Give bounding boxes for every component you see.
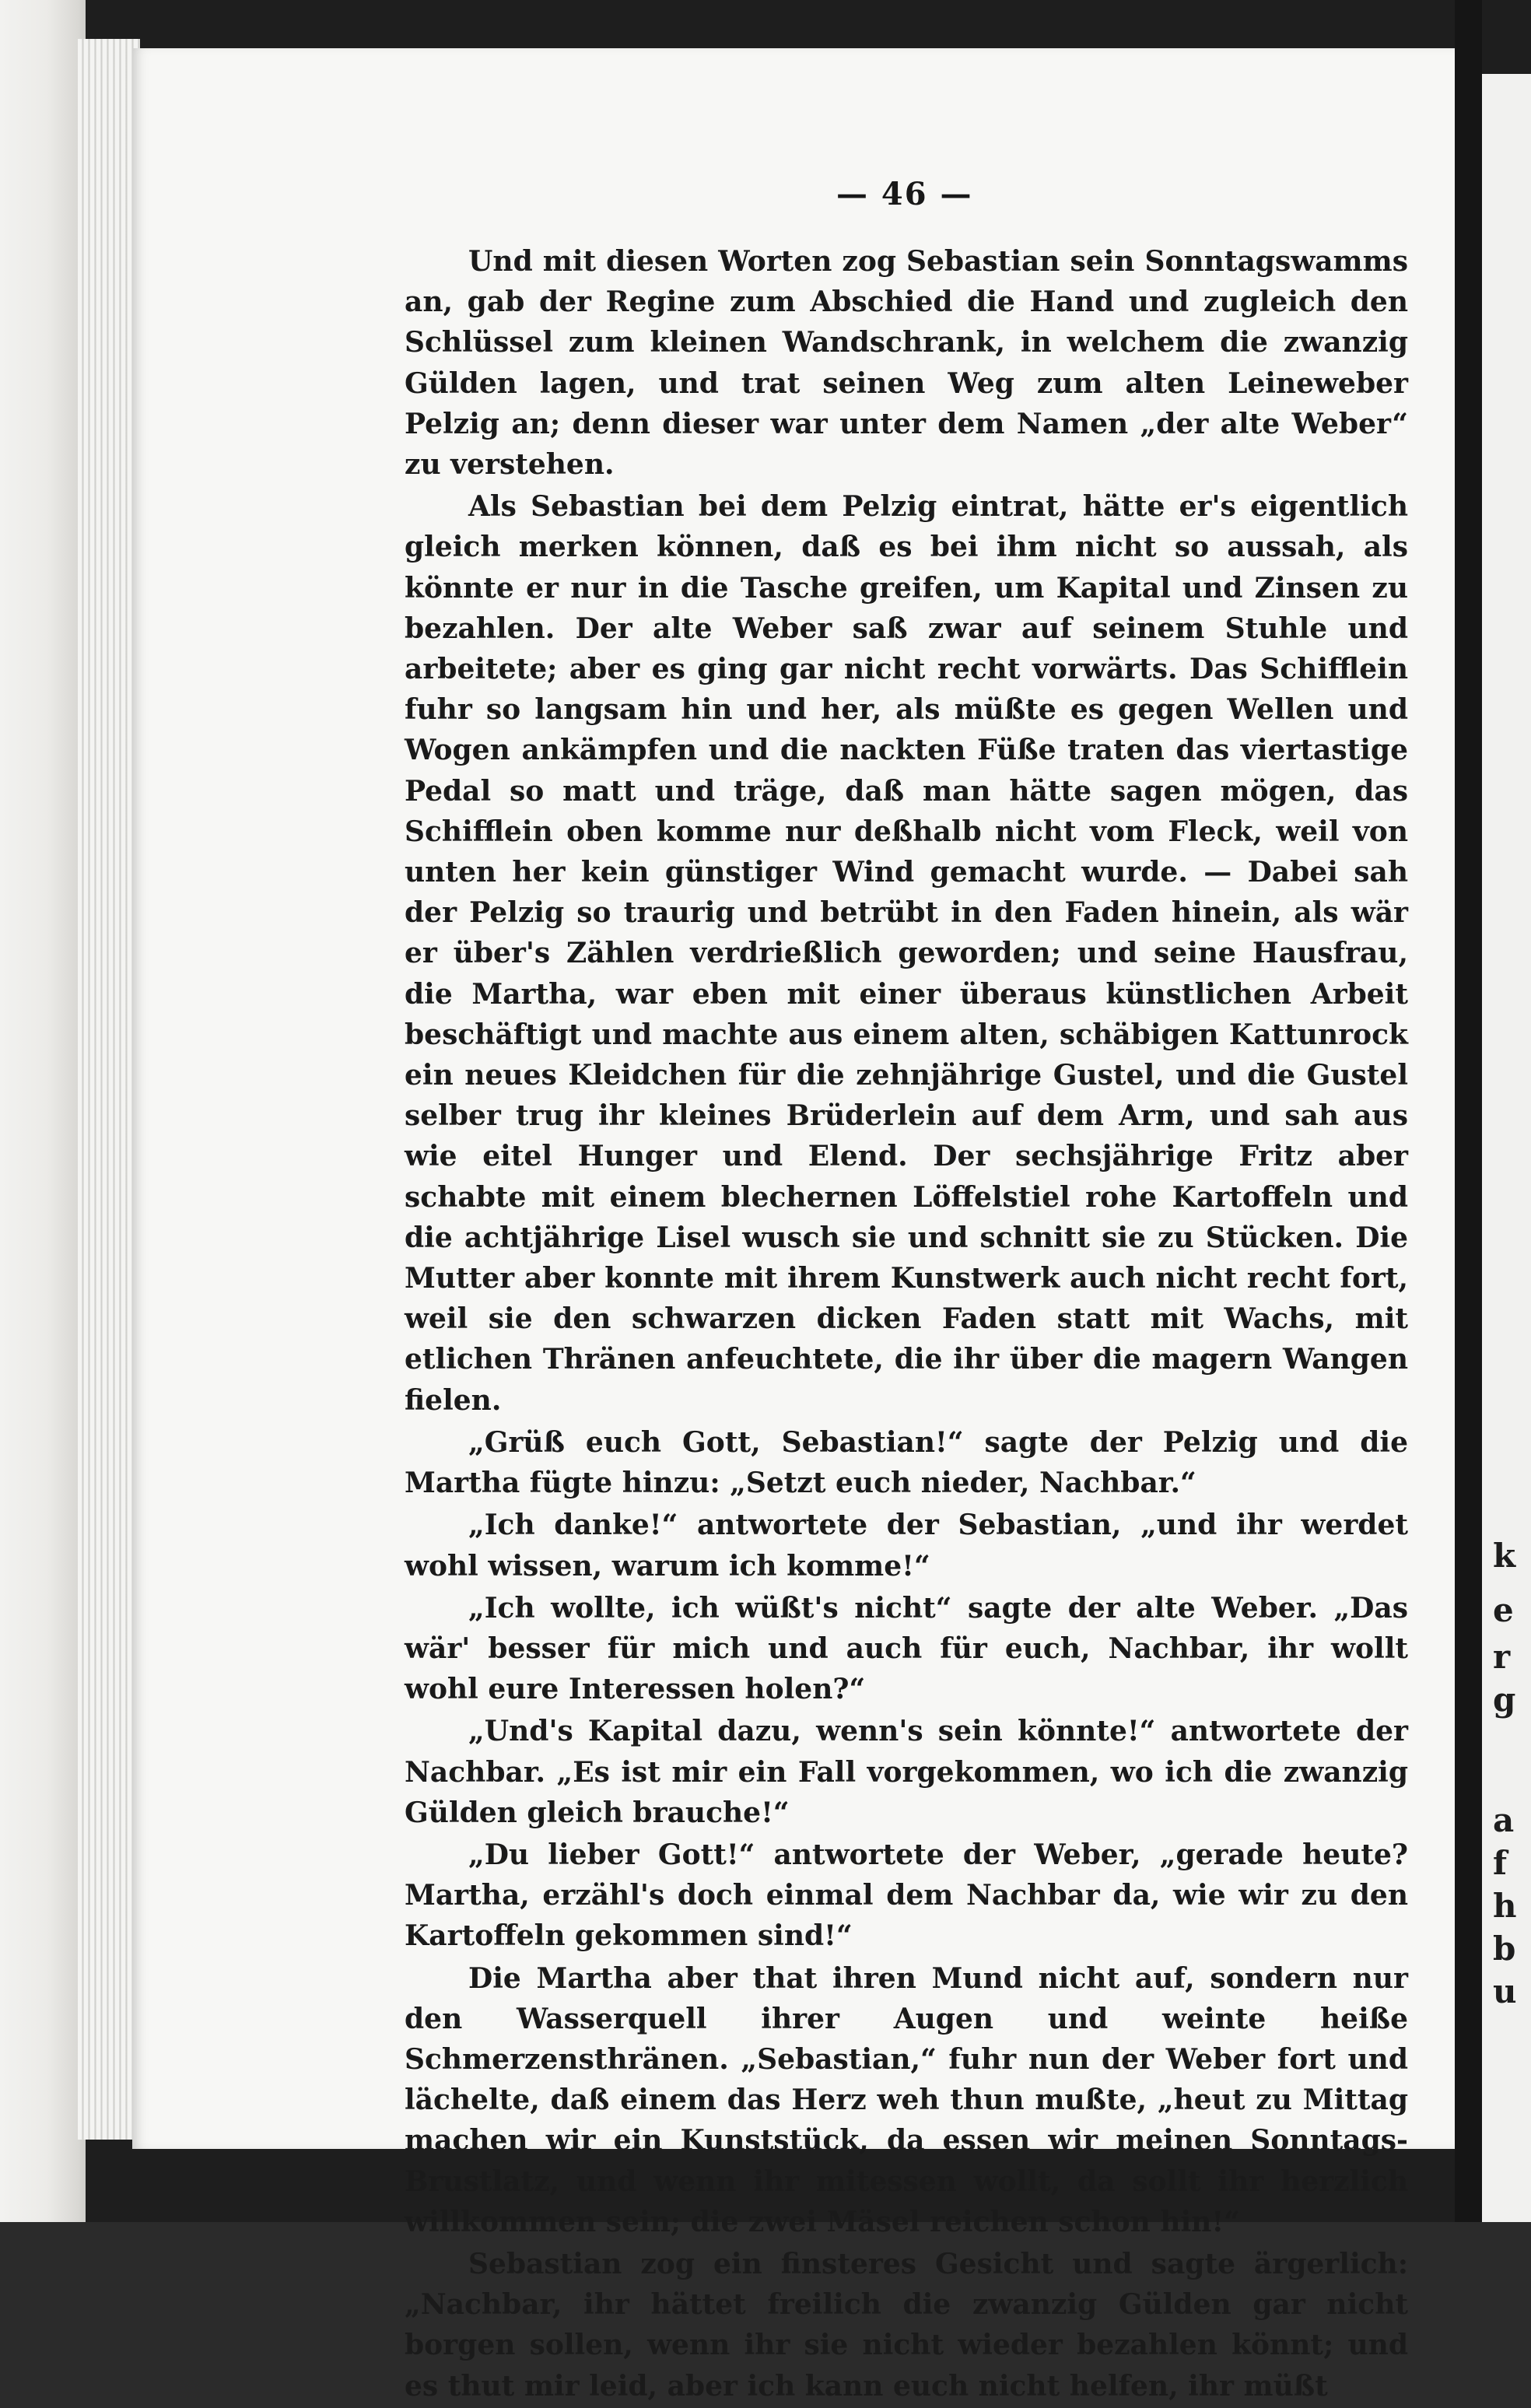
- next-page-fragment: r: [1493, 1638, 1511, 1676]
- page-gutter: [1455, 0, 1482, 2222]
- next-page-fragment: g: [1493, 1681, 1516, 1719]
- paragraph: „Ich wollte, ich wüßt's nicht“ sagte der alte Weber. „Das wär' besser für mich und auch für euch, Nachbar, ihr wollt wohl eure Interessen holen?“: [405, 1591, 1408, 1706]
- next-page-fragment: a: [1493, 1801, 1515, 1839]
- paragraph: Die Martha aber that ihren Mund nicht auf, sondern nur den Wasserquell ihrer Augen und weinte heiße Schmerzensthränen. „Sebastian,“ fuhr nun der Weber fort und lächelte, daß einem das Herz weh thun mußte, „heut zu Mittag machen wir ein Kunststück, da essen wir meinen Sonntags-Brustlatz, und wenn ihr mitessen wollt, da sollt ihr herzlich willkommen sein; die zwei Mäsel reichen schon hin!“: [405, 1961, 1408, 2238]
- stacked-page-edges: [78, 39, 140, 2140]
- next-page-fragment: k: [1493, 1537, 1516, 1575]
- next-page-fragment: e: [1493, 1591, 1514, 1629]
- paragraph: „Ich danke!“ antwortete der Sebastian, „und ihr werdet wohl wissen, warum ich komme!“: [405, 1509, 1408, 1583]
- paragraph: „Grüß euch Gott, Sebastian!“ sagte der Pelzig und die Martha fügte hinzu: „Setzt euch nieder, Nachbar.“: [405, 1425, 1408, 1500]
- previous-page-edge: [0, 0, 86, 2222]
- paragraph: Und mit diesen Worten zog Sebastian sein Sonntagswamms an, gab der Regine zum Abschied die Hand und zugleich den Schlüssel zum kleinen Wandschrank, in welchem die zwanzig Gülden lagen, und trat seinen Weg zum alten Leineweber Pelzig an; denn dieser war unter dem Namen „der alte Weber“ zu verstehen.: [405, 245, 1408, 482]
- next-page-fragment: h: [1493, 1887, 1517, 1925]
- next-page-fragment: b: [1493, 1930, 1516, 1968]
- paragraph: Als Sebastian bei dem Pelzig eintrat, hätte er's eigentlich gleich merken können, daß es bei ihm nicht so aussah, als könnte er nur in die Tasche greifen, um Kapital und Zinsen zu bezahlen. Der alte Weber saß zwar auf seinem Stuhle und arbeitete; aber es ging gar nicht recht vorwärts. Das Schifflein fuhr so langsam hin und her, als müßte es gegen Wellen und Wogen ankämpfen und die nackten Füße traten das viertastige Pedal so matt und träge, daß man hätte sagen mögen, das Schifflein oben komme nur deßhalb nicht vom Fleck, weil von unten her kein günstiger Wind gemacht wurde. — Dabei sah der Pelzig so traurig und betrübt in den Faden hinein, als wär er über's Zählen verdrießlich geworden; und seine Hausfrau, die Martha, war eben mit einer überaus künstlichen Arbeit beschäftigt und machte aus einem alten, schäbigen Kattunrock ein neues Kleidchen für die zehnjährige Gustel, und die Gustel selber trug ihr kleines Brüderlein auf dem Arm, und sah aus wie eitel Hunger und Elend. Der sechsjährige Fritz aber schabte mit einem blechernen Löffelstiel rohe Kartoffeln und die achtjährige Lisel wusch sie und schnitt sie zu Stücken. Die Mutter aber konnte mit ihrem Kunstwerk auch nicht recht fort, weil sie den schwarzen dicken Faden statt mit Wachs, mit etlichen Thränen anfeuchtete, die ihr über die magern Wangen fielen.: [405, 490, 1408, 1417]
- next-page-fragment: f: [1493, 1844, 1508, 1882]
- next-page-fragment: u: [1493, 1972, 1517, 2010]
- paragraph: Sebastian zog ein finsteres Gesicht und sagte ärgerlich: „Nachbar, ihr hättet freilich die zwanzig Gülden gar nicht borgen sollen, wenn ihr sie nicht wieder bezahlen könnt; und es thut mir leid, aber ich kann euch nicht helfen, ihr müßt: [405, 2247, 1408, 2403]
- page-number: — 46 —: [836, 176, 973, 212]
- page-text: [405, 241, 1408, 2408]
- next-page-edge: [1482, 74, 1531, 2222]
- paragraph: „Und's Kapital dazu, wenn's sein könnte!“ antwortete der Nachbar. „Es ist mir ein Fall vorgekommen, wo ich die zwanzig Gülden gleich brauche!“: [405, 1715, 1408, 1829]
- paragraph: „Du lieber Gott!“ antwortete der Weber, „gerade heute? Martha, erzähl's doch einmal dem Nachbar da, wie wir zu den Kartoffeln gekommen sind!“: [405, 1838, 1408, 1953]
